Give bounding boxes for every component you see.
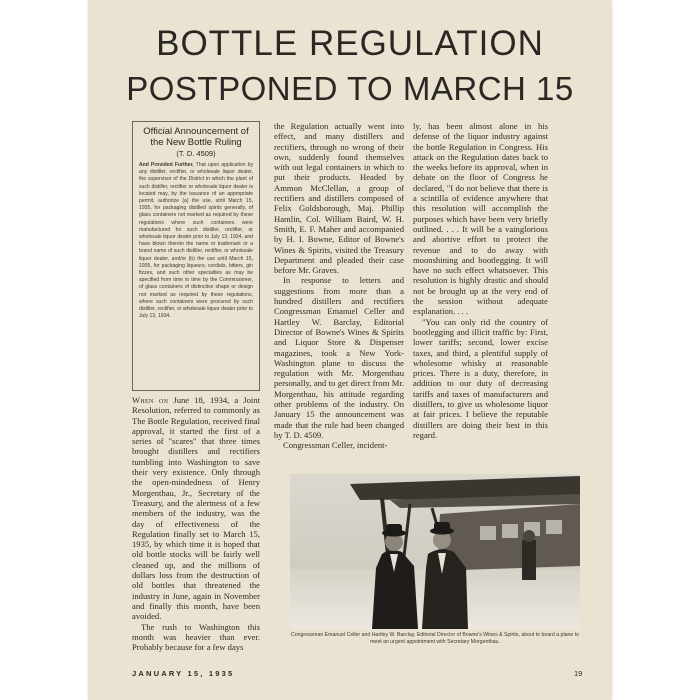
announcement-text: That upon application by any distiller, rectifier, or wholesale liquor dealer, the supervisor of the District in which the plant of such distiller, rectifier or wholesale liquor dealer is located may, by the issuance of an appropriate permit, authorize (a) the use, until March 15, 1935, for packaging distilled spirits generally, of glass containers not marked as required by these regulations where such containers were manufactured for such distiller, rectifier, or wholesale liquor dealer prior to July 13, 1934, and have blown therein the name or trademark or a brand name of such distiller, rectifier, or wholesale liquor dealer, and/or (b) the use until March 15, 1935, for packaging liqueurs, cordials, bitters, gin fizzes, and such other specialties as may be specified from time to time by the Commissioner, of glass containers of distinctive shape or design not marked as required by these regulations, where such containers were procured by such distiller, rectifier, or wholesale liquor dealer prior to July 13, 1934.	[139, 162, 253, 320]
photo-illustration	[290, 474, 580, 629]
official-announcement-box	[132, 121, 260, 391]
column-1-lead: When on	[132, 395, 169, 405]
headline-line-1: BOTTLE REGULATION	[156, 24, 544, 63]
column-2-paragraph: In response to letters and suggestions from more than a hundred distillers and rectifiers Congressman Emanuel Celler and Hartley W. Barclay, Editorial Director of Bowne's Wines & Spirits and Liquor Store & Dispenser magazines, took a New York-Washington plane to discuss the regulation with Mr. Morgenthau personally, and to get direct from Mr. Morgenthau, his attitude regarding other problems of the industry. On January 15 the announcement was made that the rule had been changed by T. D. 4509.	[274, 275, 404, 440]
announcement-lead: And Provided Further,	[139, 162, 194, 168]
column-1-paragraph: The rush to Washington this month was heavier than ever. Probably because for a few days	[132, 621, 260, 653]
announcement-title-line-2: the New Bottle Ruling	[150, 137, 242, 148]
column-2-paragraph: Congressman Celler, incident-	[283, 440, 388, 451]
column-1-paragraph: When on June 18, 1934, a Joint Resolution, referred to commonly as The Bottle Regulation, received final approval, it started the first of a series of "scares" that three times brought distillers and rectifiers tumbling into Washington to save their very existence. Only through the open-mindedness of Henry Morgenthau, Jr., Secretary of the Treasury, and the alertness of a few members of the industry, was the day of effectiveness of the Regulation finally set to March 15, 1935, by which time it is hoped that old bottle stocks will be fairly well cleaned up, and the millions of dollars loss from the destruction of old bottles that threatened the industry in June, again in November and finally this month, have been avoided.	[132, 395, 260, 622]
issue-date: JANUARY 15, 1935	[132, 669, 235, 678]
article-column-1	[132, 395, 260, 665]
magazine-page	[88, 0, 612, 700]
article-column-2	[274, 121, 404, 474]
column-2-paragraph: the Regulation actually went into effect, and many distillers and rectifiers, through no wrong of their own, suddenly found themselves with out legal containers in which to put their products. Headed by Ammon McClellan, a group of rectifiers and distillers composed of Felix Goldsborough, Maj. Phillip Hamlin, Col. William Baird, W. H. Smith, E. F. Maher and accompanied by H. I. Bowne, Editor of Bowne's Wines & Spirits, visited the Treasury Department and pleaded their case before Mr. Graves.	[274, 121, 404, 276]
announcement-title-line-1: Official Announcement of	[143, 126, 249, 137]
article-column-3	[413, 121, 548, 474]
column-3-paragraph: ly, has been almost alone in his defense of the liquor industry against the bottle Regulation in Congress. His attack on the Regulation dates back to the weeks before its approval, when in debate on the floor of Congress he declared, "I do not believe that there is a scintilla of evidence anywhere that this resolution will accomplish the purposes which have been very briefly outlined. . . . It will be a vainglorious and abortive effort to protect the revenue and to do away with moonshining and bootlegging. It will have no such effect whatsoever. This resolution is highly drastic and should not be brought up at the very end of the session without adequate explanation. . . .	[413, 121, 548, 317]
announcement-title	[139, 126, 253, 148]
photo-congressman-at-plane	[290, 474, 580, 629]
photo-caption: Congressman Emanuel Celler and Hartley W. Barclay, Editorial Director of Bowne's Wines & Spirits, about to board a plane to meet an urgent appointment with Secretary Morgenthau.	[290, 632, 580, 645]
announcement-body	[139, 162, 253, 320]
announcement-subtitle: (T. D. 4509)	[176, 149, 216, 158]
page-number: 19	[574, 669, 583, 678]
column-3-paragraph: "You can only rid the country of bootlegging and illicit traffic by: First, lower tariffs; second, lower excise taxes, and third, a plentiful supply of wholesome whisky at reasonable prices. There is a duty, therefore, in addition to our duty of decreasing tariffs and taxes of manufacturers and distillers, to give us wholesome liquor at fair prices. I believe the reputable distillers are doing their best in this regard.	[413, 316, 548, 440]
headline-line-2: POSTPONED TO MARCH 15	[126, 70, 574, 107]
